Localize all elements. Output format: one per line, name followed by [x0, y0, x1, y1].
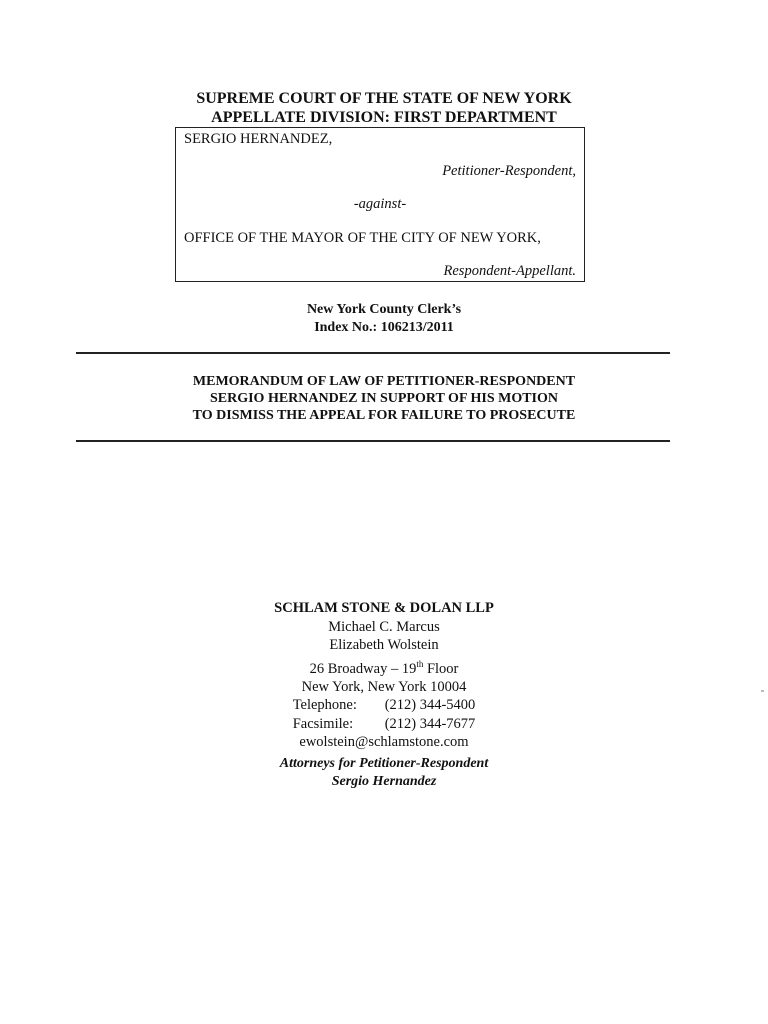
memo-title-line-1: MEMORANDUM OF LAW OF PETITIONER-RESPONDENT [192, 374, 576, 389]
facsimile-line [0, 715, 768, 734]
memo-title-line-2: SERGIO HERNANDEZ IN SUPPORT OF HIS MOTION [209, 391, 558, 406]
index-number-block [0, 301, 768, 337]
telephone-number: (212) 344-5400 [384, 697, 476, 714]
petitioner-role: Petitioner-Respondent, [442, 163, 576, 179]
respondent-role: Respondent-Appellant. [443, 263, 576, 279]
address-ordinal: th [416, 658, 424, 669]
top-divider [76, 352, 670, 354]
facsimile-number: (212) 344-7677 [384, 715, 476, 732]
memorandum-title [0, 373, 768, 424]
petitioner-name: SERGIO HERNANDEZ, [184, 131, 333, 147]
firm-name: SCHLAM STONE & DOLAN LLP [274, 600, 494, 616]
address-prefix: 26 Broadway – 19 [309, 660, 417, 677]
county-clerk-label: New York County Clerk’s [306, 302, 462, 317]
telephone-line [0, 696, 768, 715]
court-heading [0, 89, 768, 127]
telephone-label: Telephone: [292, 697, 357, 714]
facsimile-label: Facsimile: [292, 715, 354, 732]
attorneys-for-line-1: Attorneys for Petitioner-Respondent [279, 756, 489, 771]
email-address: ewolstein@schlamstone.com [299, 734, 469, 751]
court-division: APPELLATE DIVISION: FIRST DEPARTMENT [211, 109, 557, 126]
bottom-divider [76, 440, 670, 442]
street-address [0, 655, 768, 678]
law-firm-block [0, 599, 768, 752]
respondent-name: OFFICE OF THE MAYOR OF THE CITY OF NEW YORK, [184, 230, 541, 246]
court-name: SUPREME COURT OF THE STATE OF NEW YORK [196, 90, 572, 107]
against-label: -against- [353, 196, 407, 212]
attorney-name-1: Michael C. Marcus [328, 618, 440, 635]
address-suffix: Floor [423, 660, 459, 677]
attorneys-for-block [0, 755, 768, 791]
attorney-name-2: Elizabeth Wolstein [329, 637, 439, 653]
case-caption-box [175, 127, 585, 282]
index-number: Index No.: 106213/2011 [314, 320, 454, 335]
scan-speck [761, 690, 764, 692]
memo-title-line-3: TO DISMISS THE APPEAL FOR FAILURE TO PROSECUTE [192, 408, 576, 423]
attorneys-for-line-2: Sergio Hernandez [331, 774, 437, 789]
city-address: New York, New York 10004 [301, 678, 467, 695]
